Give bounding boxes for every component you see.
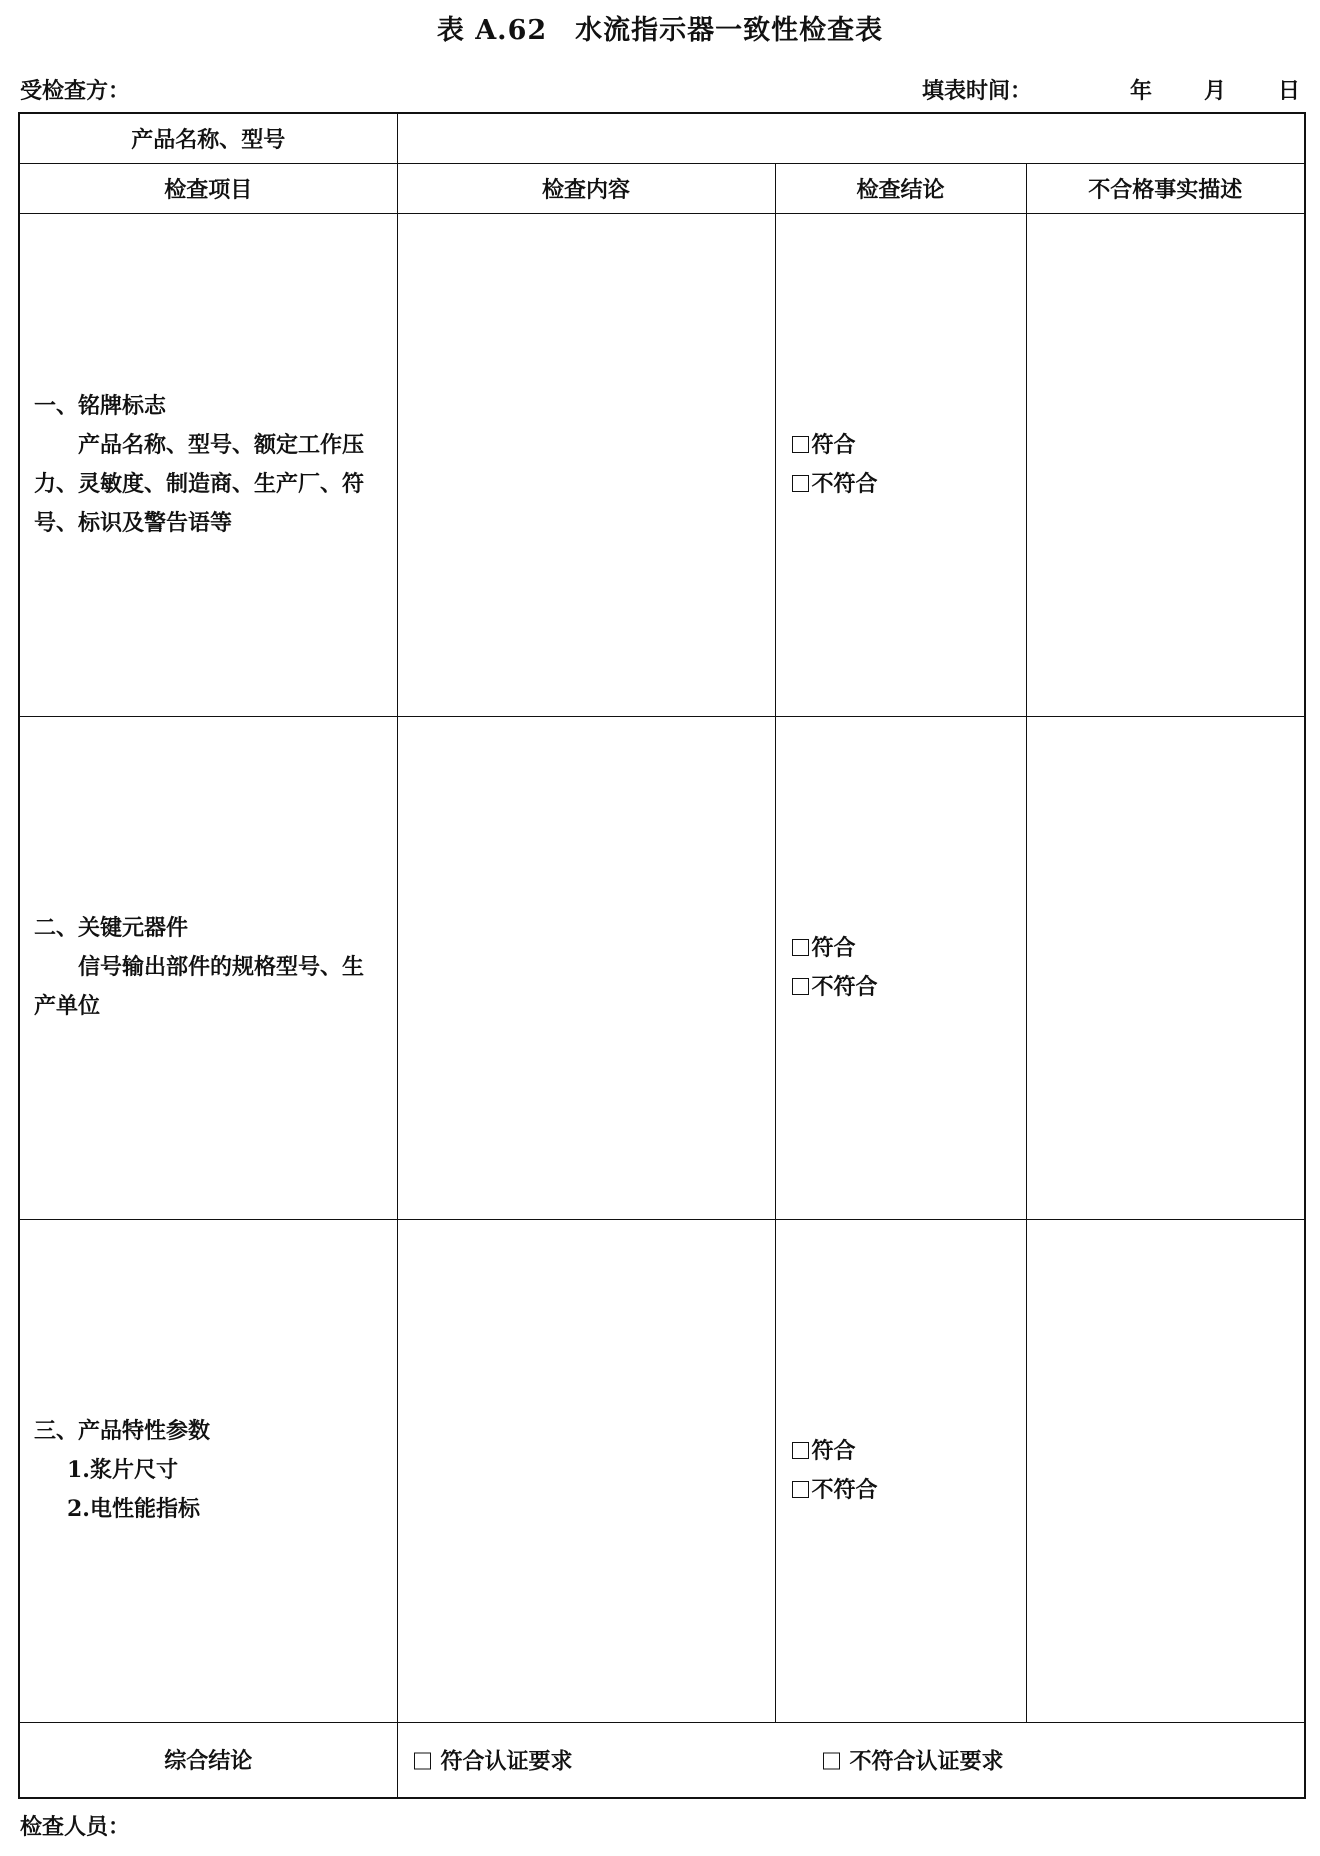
checkbox-icon[interactable] [414, 1752, 431, 1769]
checkbox-icon[interactable] [792, 939, 809, 956]
checkbox-icon[interactable] [792, 1442, 809, 1459]
checkbox-icon[interactable] [823, 1752, 840, 1769]
form-title: 表 A.62 水流指示器一致性检查表 [436, 15, 884, 46]
checkbox-icon[interactable] [792, 978, 809, 995]
option-label: 符合 [811, 934, 856, 961]
header-check-item: 检查项目 [19, 163, 397, 213]
nonconformity-cell[interactable] [1026, 716, 1305, 1219]
check-content-cell[interactable] [397, 213, 775, 716]
header-check-conclusion: 检查结论 [775, 163, 1026, 213]
fill-time-month: 月 [1203, 78, 1226, 104]
inspected-party-label: 受检查方： [20, 78, 131, 104]
item-line: 产单位 [34, 993, 101, 1019]
conclusion-cell [775, 716, 1026, 1219]
option-conform[interactable] [792, 1432, 1026, 1471]
header-row [19, 163, 1305, 213]
option-label: 不符合 [811, 973, 878, 1000]
option-label: 符合 [811, 1437, 856, 1464]
check-content-cell[interactable] [397, 716, 775, 1219]
overall-label: 综合结论 [19, 1722, 397, 1798]
check-item-2 [19, 716, 397, 1219]
fill-time-year: 年 [1129, 78, 1152, 104]
overall-pass-label: 符合认证要求 [440, 1748, 573, 1775]
checkbox-icon[interactable] [792, 436, 809, 453]
item-heading: 二、关键元器件 [34, 915, 189, 941]
fill-time-day: 日 [1277, 78, 1300, 104]
option-nonconform[interactable] [792, 1471, 1026, 1510]
item-line: 产品名称、型号、额定工作压 [78, 431, 365, 458]
conclusion-cell [775, 1219, 1026, 1722]
overall-options [397, 1722, 1305, 1798]
nonconformity-cell[interactable] [1026, 213, 1305, 716]
nonconformity-cell[interactable] [1026, 1219, 1305, 1722]
checkbox-icon[interactable] [792, 1481, 809, 1498]
overall-row [19, 1722, 1305, 1798]
fill-time [922, 74, 1300, 105]
option-label: 符合 [811, 431, 856, 458]
item-line: 2.电性能指标 [67, 1496, 200, 1522]
option-nonconform[interactable] [792, 465, 1026, 504]
option-label: 不符合 [811, 1476, 878, 1503]
product-name-label: 产品名称、型号 [19, 113, 397, 163]
check-item-3 [19, 1219, 397, 1722]
overall-fail-label: 不符合认证要求 [849, 1748, 1004, 1775]
option-label: 不符合 [811, 470, 878, 497]
product-name-field[interactable] [397, 113, 1305, 163]
overall-fail-option[interactable] [823, 1744, 1004, 1775]
inspector-label: 检查人员： [20, 1814, 131, 1840]
item-line: 力、灵敏度、制造商、生产厂、符 [34, 470, 365, 497]
header-check-content: 检查内容 [397, 163, 775, 213]
checkbox-icon[interactable] [792, 475, 809, 492]
option-conform[interactable] [792, 426, 1026, 465]
table-row [19, 1219, 1305, 1722]
item-heading: 三、产品特性参数 [34, 1418, 211, 1444]
option-nonconform[interactable] [792, 968, 1026, 1007]
item-line: 号、标识及警告语等 [34, 509, 233, 536]
table-row [19, 716, 1305, 1219]
check-item-1 [19, 213, 397, 716]
conclusion-cell [775, 213, 1026, 716]
table-row [19, 213, 1305, 716]
item-line: 1.浆片尺寸 [67, 1457, 178, 1483]
fill-time-label: 填表时间： [921, 78, 1032, 104]
check-content-cell[interactable] [397, 1219, 775, 1722]
option-conform[interactable] [792, 929, 1026, 968]
inspection-table [18, 112, 1306, 1799]
item-line: 信号输出部件的规格型号、生 [78, 954, 365, 980]
product-row [19, 113, 1305, 163]
header-nonconformity: 不合格事实描述 [1026, 163, 1305, 213]
overall-pass-option[interactable] [414, 1744, 573, 1775]
item-heading: 一、铭牌标志 [34, 392, 167, 419]
